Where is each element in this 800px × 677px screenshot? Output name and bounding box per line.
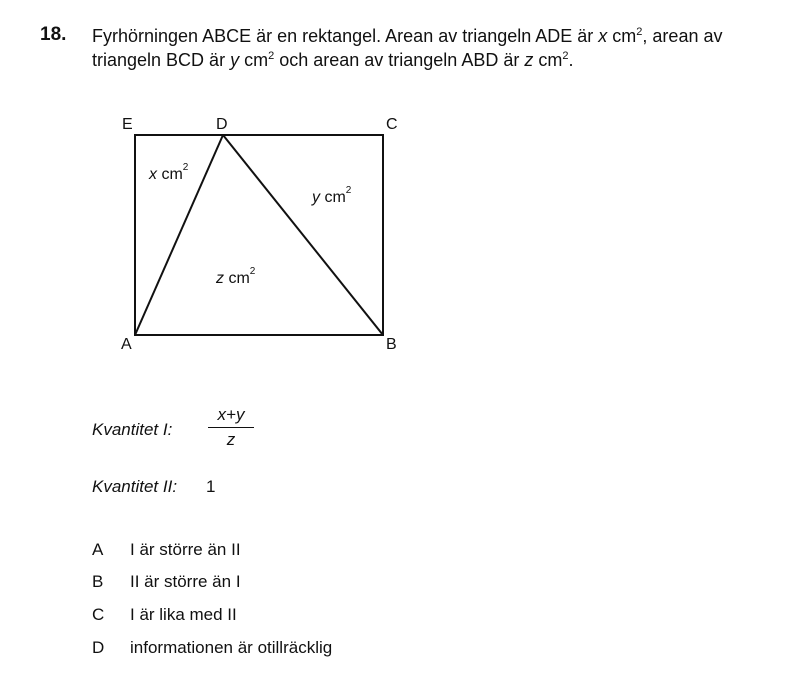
vertex-label-a: A <box>121 336 132 353</box>
option-letter: D <box>92 638 105 657</box>
exponent: 2 <box>268 50 275 62</box>
area-unit: cm <box>157 166 183 183</box>
segment-db <box>223 135 383 335</box>
area-var-x: x <box>149 166 157 183</box>
option-letter: B <box>92 572 104 591</box>
question-text <box>92 24 772 72</box>
question-text-part: , arean av <box>642 26 723 46</box>
unit: cm <box>607 26 637 46</box>
question-text-part: triangeln BCD är <box>92 50 231 70</box>
question-number: 18. <box>40 24 67 45</box>
area-exp: 2 <box>182 162 189 173</box>
variable-x: x <box>598 26 608 46</box>
option-text: I är lika med II <box>130 605 237 624</box>
quantity-1-label: Kvantitet I: <box>92 420 173 439</box>
option-text: I är större än II <box>130 540 241 559</box>
option-letter: A <box>92 540 104 559</box>
vertex-label-d: D <box>216 116 228 133</box>
option-text: informationen är otillräcklig <box>130 638 333 657</box>
option-letter: C <box>92 605 105 624</box>
variable-y: y <box>230 50 240 70</box>
area-label-z <box>215 266 256 287</box>
quantity-1-fraction <box>208 405 254 450</box>
unit: cm <box>239 50 269 70</box>
area-label-y <box>311 185 352 206</box>
vertex-label-e: E <box>122 116 133 133</box>
area-var-y: y <box>312 189 320 206</box>
rectangle-abce <box>135 135 383 335</box>
exponent: 2 <box>562 50 569 62</box>
option-text: II är större än I <box>130 572 241 591</box>
area-label-x <box>148 162 189 183</box>
option-a[interactable] <box>92 540 241 560</box>
quantity-2-value: 1 <box>206 477 216 496</box>
area-var-z: z <box>216 270 224 287</box>
fraction-numerator: x+y <box>208 405 254 428</box>
question-text-part: och arean av triangeln ABD är <box>274 50 525 70</box>
area-exp: 2 <box>345 185 352 196</box>
area-unit: cm <box>224 270 250 287</box>
question-text-part: Fyrhörningen ABCE är en rektangel. Arean av triangeln ADE är <box>92 26 599 46</box>
fraction-denominator: z <box>226 430 236 449</box>
option-d[interactable] <box>92 638 332 658</box>
exponent: 2 <box>636 26 643 38</box>
option-b[interactable] <box>92 572 241 592</box>
vertex-label-b: B <box>386 336 397 353</box>
segment-ad <box>135 135 223 335</box>
option-c[interactable] <box>92 605 237 625</box>
variable-z: z <box>524 50 534 70</box>
unit: cm <box>533 50 563 70</box>
vertex-label-c: C <box>386 116 398 133</box>
rectangle-figure <box>100 108 420 358</box>
area-unit: cm <box>320 189 346 206</box>
quantity-2-label: Kvantitet II: <box>92 477 178 496</box>
area-exp: 2 <box>249 266 256 277</box>
question-text-part: . <box>568 50 574 70</box>
